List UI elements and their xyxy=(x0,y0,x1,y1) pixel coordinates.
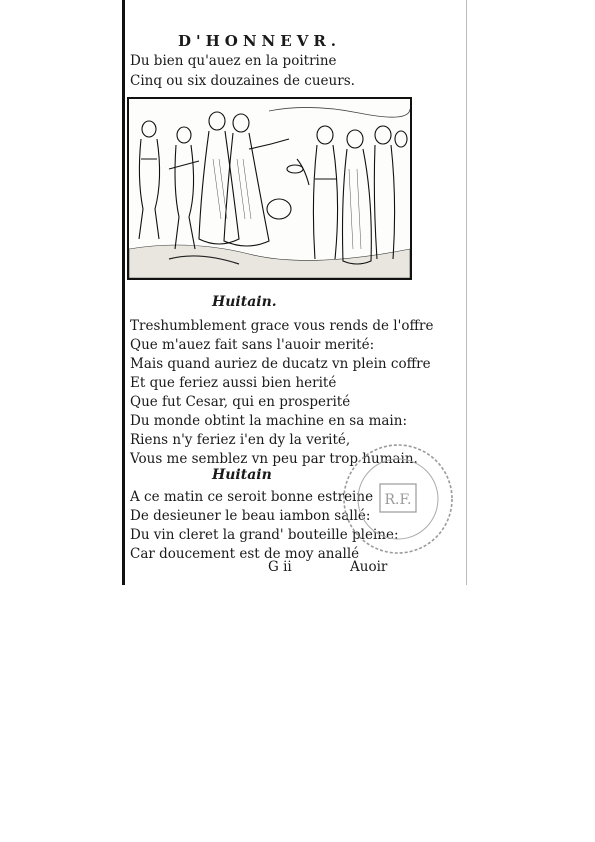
text-line: Cinq ou six douzaines de cueurs. xyxy=(130,73,355,89)
signature-mark: G ii xyxy=(268,559,292,575)
svg-text:R.F.: R.F. xyxy=(384,492,412,508)
verse-line: A ce matin ce seroit bonne estreine xyxy=(130,489,374,505)
verse-line: Du vin cleret la grand' bouteille pleine: xyxy=(130,527,399,543)
verse-line: Mais quand auriez de ducatz vn plein coffre xyxy=(130,356,431,372)
woodcut-illustration xyxy=(127,97,412,280)
verse-line: Car doucement est de moy anallé xyxy=(130,546,360,562)
running-head: D'HONNEVR. xyxy=(178,32,342,50)
catchword: Auoir xyxy=(350,559,388,575)
verse-line: Treshumblement grace vous rends de l'offre xyxy=(130,318,434,334)
verse-line: Du monde obtint la machine en sa main: xyxy=(130,413,407,429)
page-right-edge xyxy=(466,0,467,585)
verse-line: Que m'auez fait sans l'auoir merité: xyxy=(130,337,375,353)
page-gutter-edge xyxy=(122,0,125,585)
verse-line: Et que feriez aussi bien herité xyxy=(130,375,337,391)
verse-line: De desieuner le beau iambon sallé: xyxy=(130,508,371,524)
library-stamp xyxy=(338,440,458,558)
text-line: Du bien qu'auez en la poitrine xyxy=(130,53,337,69)
verse-line: Riens n'y feriez i'en dy la verité, xyxy=(130,432,351,448)
section-heading: Huitain. xyxy=(212,294,277,310)
section-heading: Huitain xyxy=(212,467,272,483)
verse-line: Vous me semblez vn peu par trop humain. xyxy=(130,451,418,467)
verse-line: Que fut Cesar, qui en prosperité xyxy=(130,394,351,410)
